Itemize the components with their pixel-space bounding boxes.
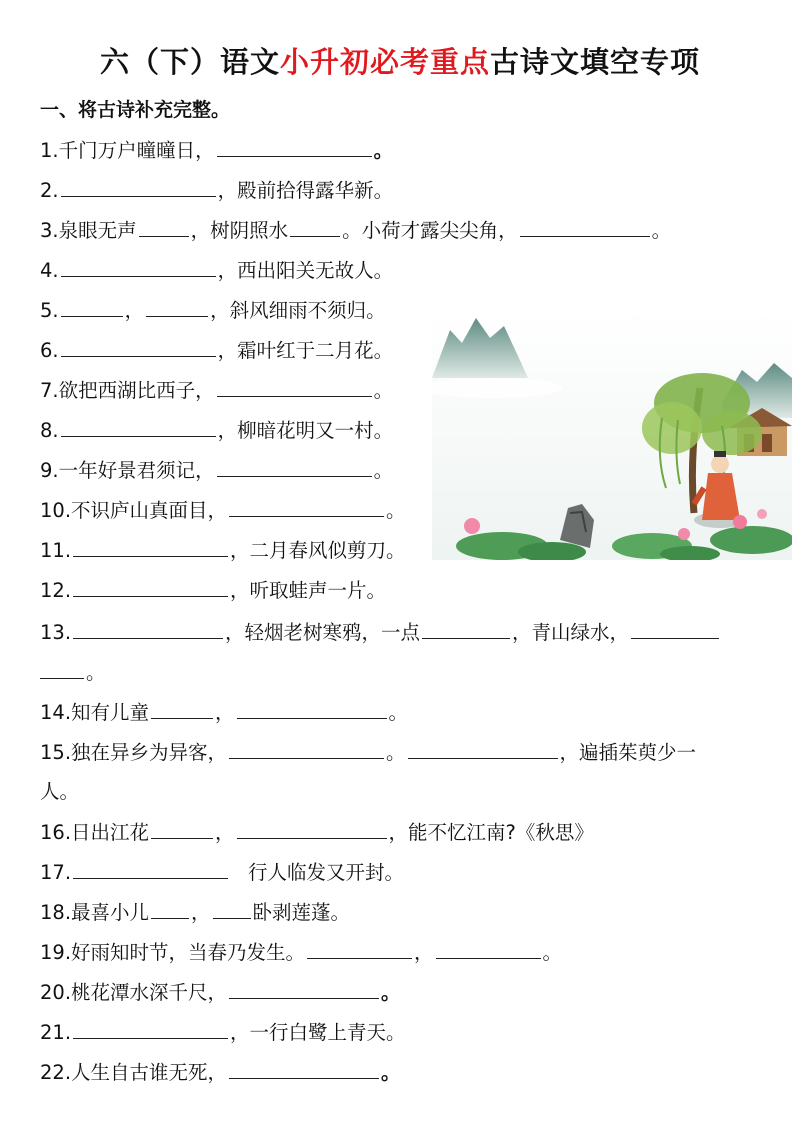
question-13-continued xyxy=(40,660,106,685)
answer-blank[interactable] xyxy=(73,620,223,639)
question-number: 17. xyxy=(40,861,72,884)
question-number: 1. xyxy=(40,139,59,162)
question-15 xyxy=(40,740,696,765)
question-text: ，柳暗花明又一村。 xyxy=(217,419,394,442)
question-text: ，遍插茱萸少一 xyxy=(559,741,697,764)
answer-blank[interactable] xyxy=(217,138,372,157)
question-text: 桃花潭水深千尺， xyxy=(71,981,228,1004)
question-text: ，霜叶红于二月花。 xyxy=(217,339,394,362)
question-text: 知有儿童 xyxy=(71,701,150,724)
question-number: 15. xyxy=(40,741,72,764)
answer-blank[interactable] xyxy=(151,900,189,919)
punctuation: 。 xyxy=(542,941,563,964)
question-text: ， xyxy=(215,701,235,724)
answer-blank[interactable] xyxy=(61,338,216,357)
question-number: 13. xyxy=(40,621,72,644)
question-12 xyxy=(40,578,386,603)
punctuation: 。 xyxy=(386,499,406,522)
answer-blank[interactable] xyxy=(61,258,216,277)
answer-blank[interactable] xyxy=(631,620,719,639)
question-number: 14. xyxy=(40,701,72,724)
question-number: 5. xyxy=(40,299,59,322)
question-8 xyxy=(40,418,393,443)
question-text: ，听取蛙声一片。 xyxy=(230,579,387,602)
title-part-2-highlight: 小升初必考重点 xyxy=(279,45,490,79)
question-number: 6. xyxy=(40,339,59,362)
question-17 xyxy=(40,860,404,885)
answer-blank[interactable] xyxy=(229,980,379,999)
answer-blank[interactable] xyxy=(237,820,387,839)
answer-blank[interactable] xyxy=(520,218,650,237)
answer-blank[interactable] xyxy=(73,538,228,557)
answer-blank[interactable] xyxy=(408,740,558,759)
question-text: 欲把西湖比西子， xyxy=(58,379,215,402)
question-7 xyxy=(40,378,393,403)
question-text: 千门万户曈曈日， xyxy=(58,139,215,162)
question-13 xyxy=(40,620,721,645)
question-11 xyxy=(40,538,406,563)
section-heading: 一、将古诗补充完整。 xyxy=(40,99,231,121)
page-title xyxy=(0,40,800,81)
punctuation: 。 xyxy=(388,701,409,724)
answer-blank[interactable] xyxy=(73,860,228,879)
punctuation: 。 xyxy=(651,219,672,242)
answer-blank[interactable] xyxy=(61,298,123,317)
answer-blank[interactable] xyxy=(436,940,541,959)
landscape-poet-illustration xyxy=(432,308,792,560)
answer-blank[interactable] xyxy=(229,498,384,517)
question-22 xyxy=(40,1060,401,1085)
answer-blank[interactable] xyxy=(229,740,384,759)
question-20 xyxy=(40,980,401,1005)
question-text: ，树阴照水 xyxy=(190,219,289,242)
question-text: ，青山绿水， xyxy=(512,621,630,644)
question-number: 10. xyxy=(40,499,72,522)
question-number: 22. xyxy=(40,1061,72,1084)
question-6 xyxy=(40,338,393,363)
question-14 xyxy=(40,700,408,725)
question-text: ，轻烟老树寒鸦，一点 xyxy=(225,621,421,644)
question-number: 18. xyxy=(40,901,72,924)
question-number: 4. xyxy=(40,259,59,282)
punctuation: 。 xyxy=(381,981,401,1004)
answer-blank[interactable] xyxy=(151,700,213,719)
question-text: 。 xyxy=(386,741,406,764)
answer-blank[interactable] xyxy=(73,578,228,597)
question-number: 19. xyxy=(40,941,72,964)
question-number: 7. xyxy=(40,379,59,402)
answer-blank[interactable] xyxy=(151,820,213,839)
question-text: 最喜小儿 xyxy=(71,901,150,924)
punctuation: 。 xyxy=(373,459,394,482)
punctuation: 。 xyxy=(381,1061,401,1084)
answer-blank[interactable] xyxy=(146,298,208,317)
question-text: 不识庐山真面目， xyxy=(71,499,228,522)
answer-blank[interactable] xyxy=(61,418,216,437)
question-number: 2. xyxy=(40,179,59,202)
question-1 xyxy=(40,138,393,163)
question-text: 好雨知时节，当春乃发生。 xyxy=(71,941,306,964)
question-15-continued: 人。 xyxy=(40,780,80,803)
answer-blank[interactable] xyxy=(422,620,510,639)
question-text: ， xyxy=(191,901,211,924)
question-number: 16. xyxy=(40,821,72,844)
question-text: 一年好景君须记， xyxy=(58,459,215,482)
question-text: ，能不忆江南?《秋思》 xyxy=(388,821,594,844)
question-text: 人生自古谁无死， xyxy=(71,1061,228,1084)
question-text: ， xyxy=(414,941,434,964)
answer-blank[interactable] xyxy=(217,458,372,477)
question-3 xyxy=(40,218,671,243)
question-text: ，殿前拾得露华新。 xyxy=(217,179,394,202)
question-4 xyxy=(40,258,393,283)
answer-blank[interactable] xyxy=(40,660,84,679)
question-18 xyxy=(40,900,350,925)
question-text: ，西出阳关无故人。 xyxy=(217,259,394,282)
punctuation: 。 xyxy=(86,661,106,684)
answer-blank[interactable] xyxy=(217,378,372,397)
question-21 xyxy=(40,1020,406,1045)
question-number: 8. xyxy=(40,419,59,442)
question-16 xyxy=(40,820,594,845)
question-text: 独在异乡为异客， xyxy=(71,741,228,764)
answer-blank[interactable] xyxy=(139,218,189,237)
question-10 xyxy=(40,498,406,523)
answer-blank[interactable] xyxy=(290,218,340,237)
answer-blank[interactable] xyxy=(237,700,387,719)
question-text: ， xyxy=(215,821,235,844)
question-2 xyxy=(40,178,393,203)
punctuation: 。 xyxy=(373,379,394,402)
question-5 xyxy=(40,298,386,323)
question-number: 21. xyxy=(40,1021,72,1044)
question-number: 3. xyxy=(40,219,59,242)
question-number: 9. xyxy=(40,459,59,482)
answer-blank[interactable] xyxy=(229,1060,379,1079)
question-number: 12. xyxy=(40,579,72,602)
answer-blank[interactable] xyxy=(73,1020,228,1039)
question-text: 泉眼无声 xyxy=(58,219,137,242)
answer-blank[interactable] xyxy=(213,900,251,919)
question-text: ， xyxy=(124,299,145,322)
punctuation: 。 xyxy=(373,139,394,162)
question-text: ，一行白鹭上青天。 xyxy=(230,1021,406,1044)
question-number: 20. xyxy=(40,981,72,1004)
question-text: ，二月春风似剪刀。 xyxy=(230,539,406,562)
question-number: 11. xyxy=(40,539,72,562)
answer-blank[interactable] xyxy=(307,940,412,959)
answer-blank[interactable] xyxy=(61,178,216,197)
question-text: 卧剥莲蓬。 xyxy=(252,901,351,924)
question-19 xyxy=(40,940,562,965)
title-part-3: 古诗文填空专项 xyxy=(490,45,701,79)
question-9 xyxy=(40,458,393,483)
question-text: ，斜风细雨不须归。 xyxy=(210,299,386,322)
question-text: 日出江花 xyxy=(71,821,150,844)
title-part-1: 六（下）语文 xyxy=(99,45,280,79)
question-text: 。小荷才露尖尖角， xyxy=(342,219,518,242)
question-text: 行人临发又开封。 xyxy=(248,861,405,884)
